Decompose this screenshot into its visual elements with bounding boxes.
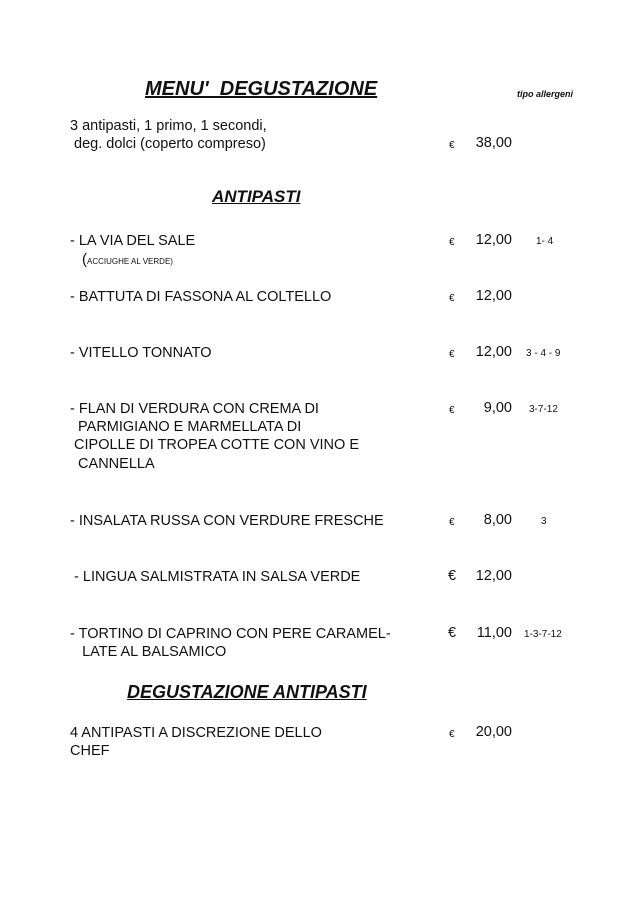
menu-item-allergens: 3 <box>541 516 547 527</box>
menu-item-price: 8,00 <box>483 512 512 528</box>
menu-item-name-line-2: LATE AL BALSAMICO <box>70 644 227 660</box>
menu-item-name-line-4: CANNELLA <box>70 456 155 472</box>
menu-title: MENU' DEGUSTAZIONE <box>145 78 378 100</box>
menu-item-price: 12,00 <box>475 344 512 360</box>
menu-item-name: - LA VIA DEL SALE <box>70 233 196 249</box>
antipasti-heading: ANTIPASTI <box>212 187 301 206</box>
menu-item-price: 11,00 <box>476 625 512 641</box>
menu-item-name-line-1: - TORTINO DI CAPRINO CON PERE CARAMEL- <box>70 626 391 642</box>
degustazione-heading: DEGUSTAZIONE ANTIPASTI <box>127 682 367 702</box>
tasting-description-line-2: deg. dolci (coperto compreso) <box>70 136 266 152</box>
degustazione-price: 20,00 <box>475 724 512 740</box>
degustazione-currency: € <box>449 729 455 740</box>
menu-item-currency: € <box>448 625 457 641</box>
menu-item-name-line-3: CIPOLLE DI TROPEA COTTE CON VINO E <box>70 437 359 453</box>
menu-item-currency: € <box>448 568 457 584</box>
menu-item-allergens: 1-3-7-12 <box>524 629 562 640</box>
menu-item-price: 12,00 <box>475 288 512 304</box>
allergen-column-label: tipo allergeni <box>517 89 574 99</box>
tasting-description-line-1: 3 antipasti, 1 primo, 1 secondi, <box>70 118 267 134</box>
note-text: ACCIUGHE AL VERDE) <box>87 257 173 266</box>
tasting-price: 38,00 <box>475 135 512 151</box>
menu-item-currency: € <box>449 405 455 416</box>
menu-item-name: - LINGUA SALMISTRATA IN SALSA VERDE <box>70 569 361 585</box>
menu-item-name-line-1: - FLAN DI VERDURA CON CREMA DI <box>70 401 319 417</box>
menu-item-currency: € <box>449 237 455 248</box>
menu-item-name-line-2: PARMIGIANO E MARMELLATA DI <box>70 419 302 435</box>
degustazione-line-1: 4 ANTIPASTI A DISCREZIONE DELLO <box>70 725 322 741</box>
note-paren: ( <box>82 251 87 268</box>
degustazione-line-2: CHEF <box>70 743 110 759</box>
menu-item-currency: € <box>449 293 455 304</box>
menu-item-currency: € <box>449 349 455 360</box>
menu-item-name: - VITELLO TONNATO <box>70 345 212 361</box>
menu-item-name: - INSALATA RUSSA CON VERDURE FRESCHE <box>70 513 384 529</box>
menu-item-price: 12,00 <box>475 568 512 584</box>
menu-item-allergens: 3 - 4 - 9 <box>526 348 561 359</box>
menu-item-allergens: 3-7-12 <box>529 404 558 415</box>
menu-item-price: 9,00 <box>483 400 512 416</box>
tasting-currency: € <box>449 140 455 151</box>
menu-item-note <box>82 251 173 269</box>
menu-item-currency: € <box>449 517 455 528</box>
menu-item-allergens: 1- 4 <box>536 236 554 247</box>
menu-item-name: - BATTUTA DI FASSONA AL COLTELLO <box>70 289 332 305</box>
menu-item-price: 12,00 <box>475 232 512 248</box>
